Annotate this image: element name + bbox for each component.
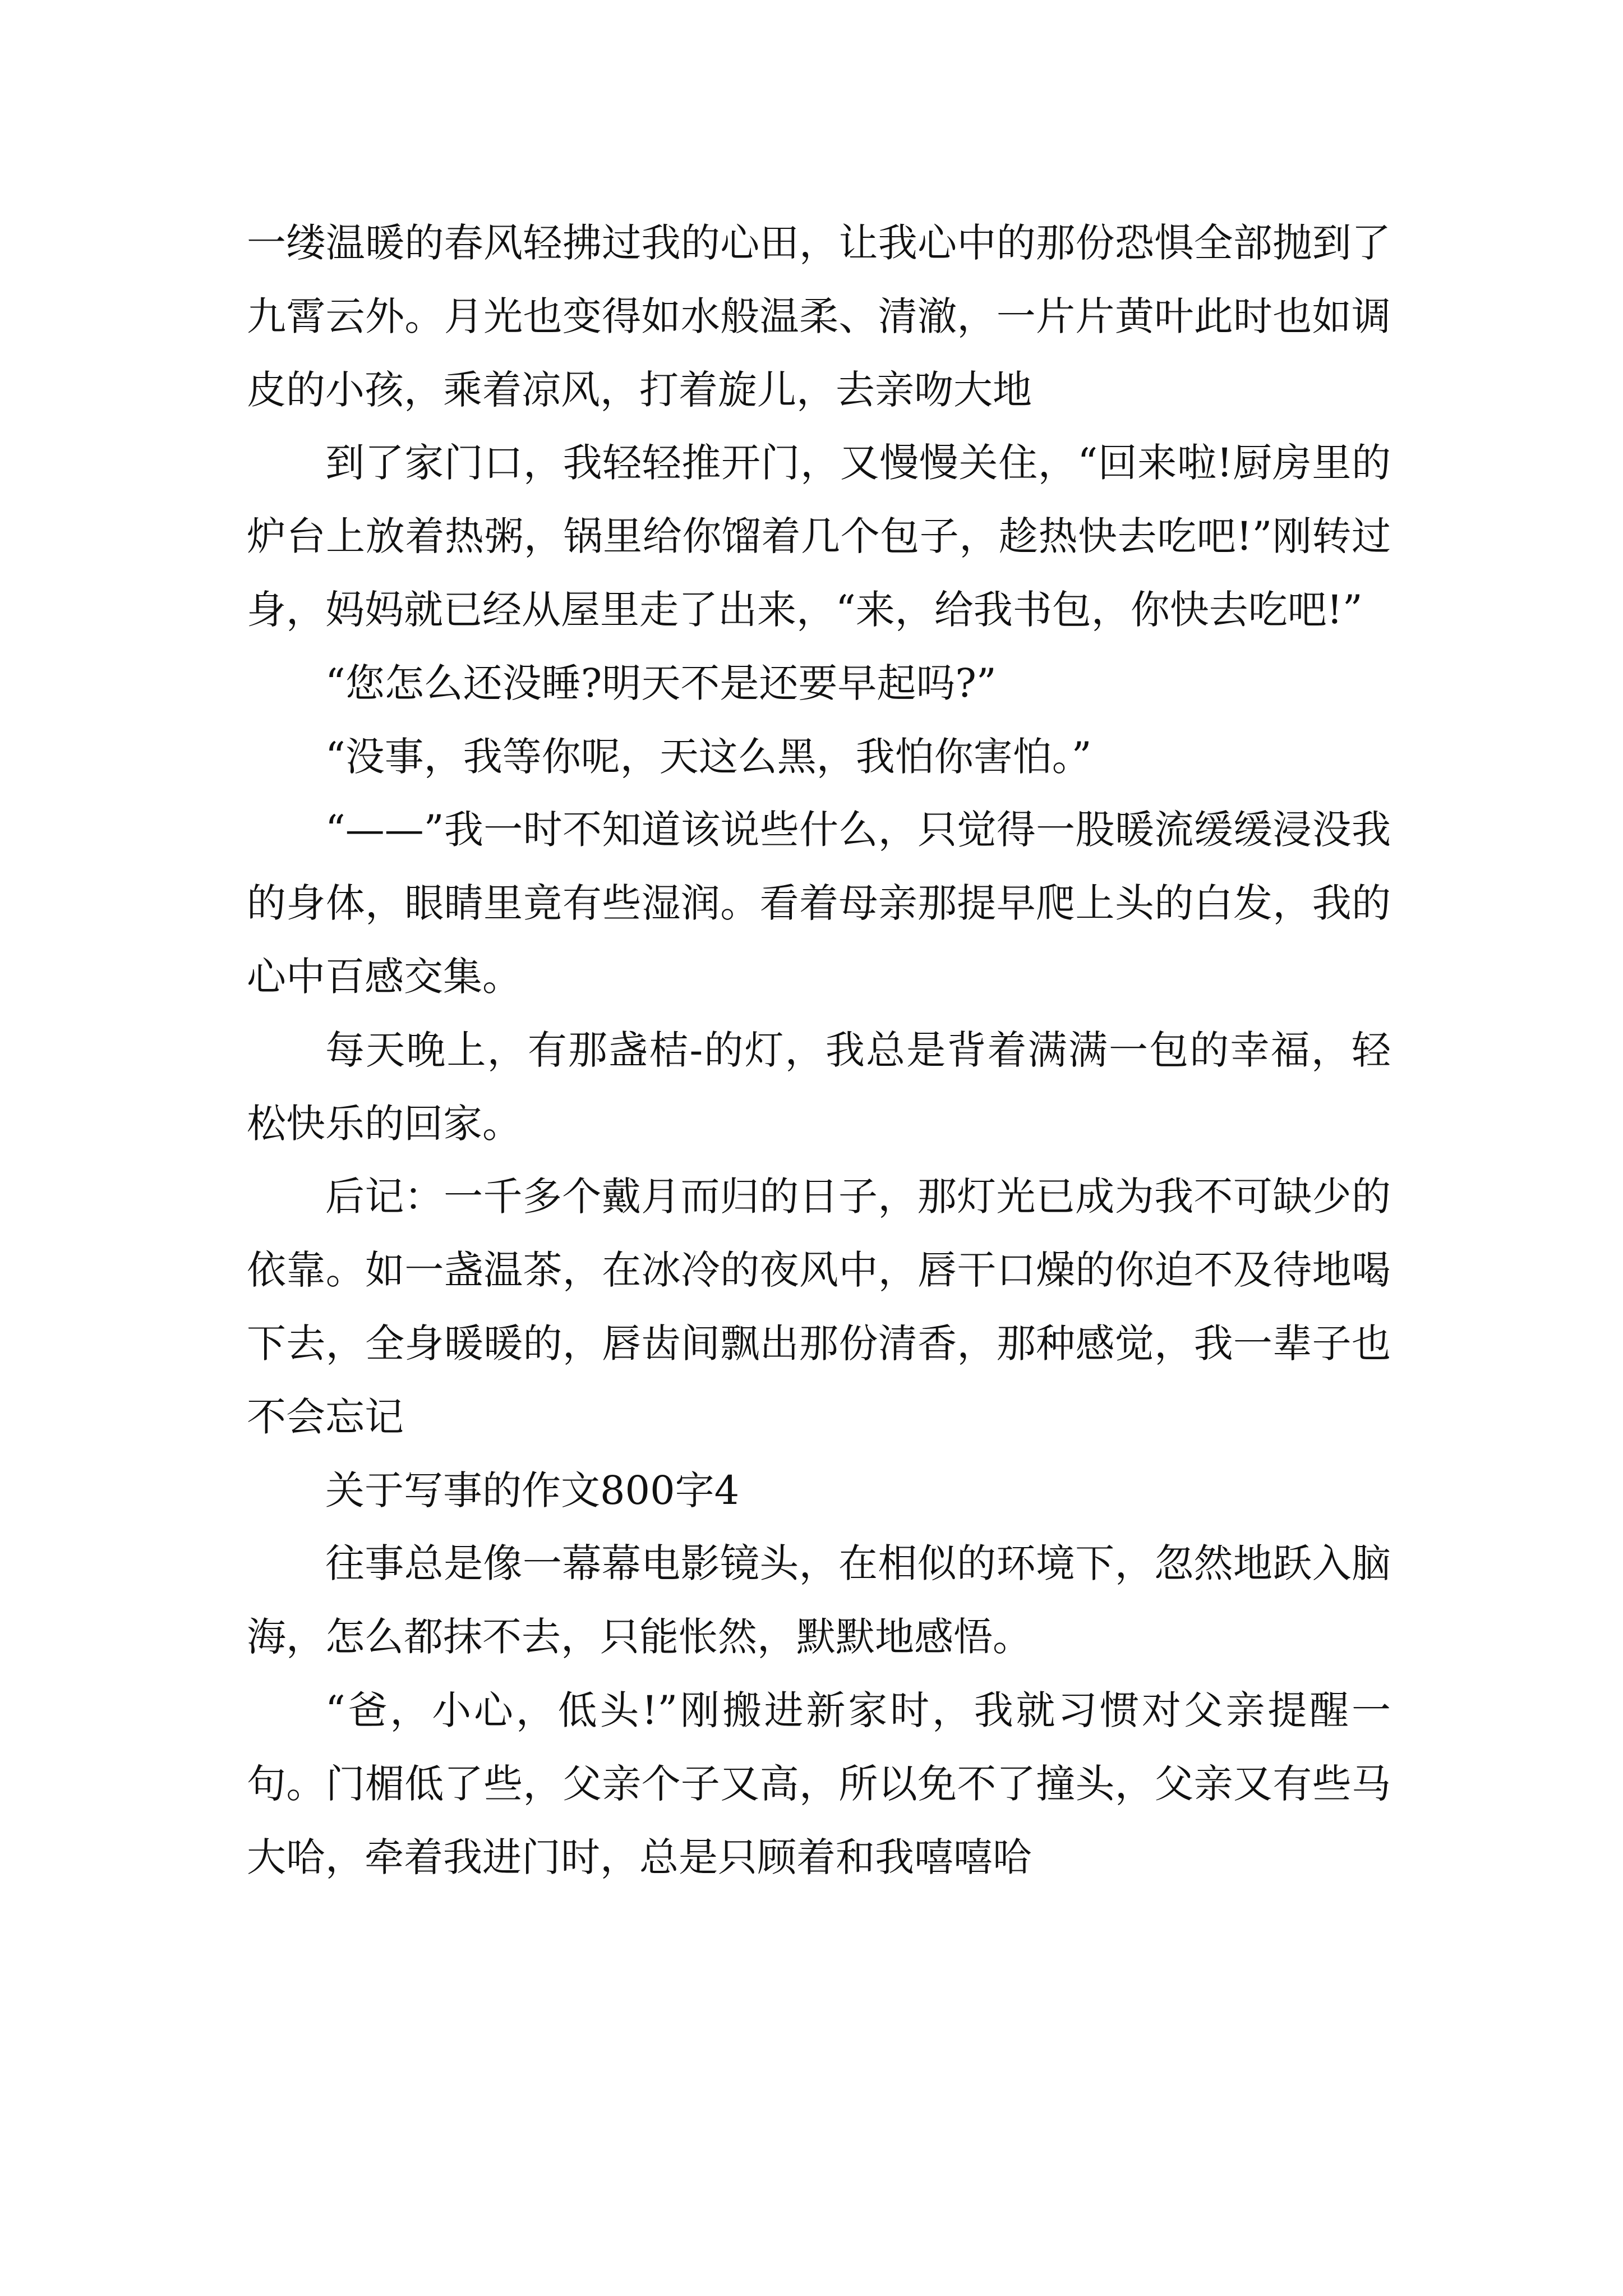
paragraph-8: 往事总是像一幕幕电影镜头，在相似的环境下，忽然地跃入脑海，怎么都抹不去，只能怅然，默默地感悟。: [247, 1540, 1391, 1660]
paragraph-6: 每天晚上，有那盏桔-的灯，我总是背着满满一包的幸福，轻松快乐的回家。: [247, 1027, 1391, 1147]
paragraph-9: “爸，小心，低头!”刚搬进新家时，我就习惯对父亲提醒一句。门楣低了些，父亲个子又高，所以免不了撞头，父亲又有些马大哈，牵着我进门时，总是只顾着和我嘻嘻哈: [247, 1687, 1391, 1880]
paragraph-7: 后记：一千多个戴月而归的日子，那灯光已成为我不可缺少的依靠。如一盏温茶，在冰冷的夜风中，唇干口燥的你迫不及待地喝下去，全身暖暖的，唇齿间飘出那份清香，那种感觉，我一辈子也不会忘记: [247, 1174, 1391, 1440]
paragraph-2: 到了家门口，我轻轻推开门，又慢慢关住，“回来啦!厨房里的炉台上放着热粥，锅里给你馏着几个包子，趁热快去吃吧!”刚转过身，妈妈就已经从屋里走了出来，“来，给我书包，你快去吃吧!”: [247, 440, 1391, 633]
document-body: [247, 206, 1391, 1894]
paragraph-1: 一缕温暖的春风轻拂过我的心田，让我心中的那份恐惧全部抛到了九霄云外。月光也变得如水般温柔、清澈，一片片黄叶此时也如调皮的小孩，乘着凉风，打着旋儿，去亲吻大地: [247, 220, 1391, 413]
paragraph-4: “没事，我等你呢，天这么黑，我怕你害怕。”: [325, 733, 1092, 780]
paragraph-3: “您怎么还没睡?明天不是还要早起吗?”: [325, 660, 997, 706]
section-heading: 关于写事的作文800字4: [325, 1467, 740, 1513]
paragraph-5: “——”我一时不知道该说些什么，只觉得一股暖流缓缓浸没我的身体，眼睛里竟有些湿润。看着母亲那提早爬上头的白发，我的心中百感交集。: [247, 807, 1391, 1000]
